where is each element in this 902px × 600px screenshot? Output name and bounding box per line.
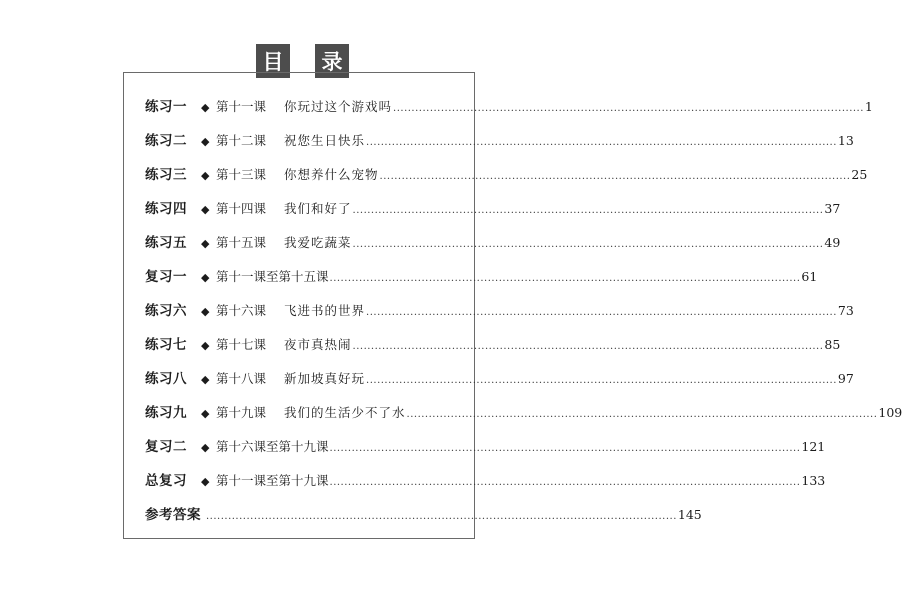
diamond-bullet-icon: ◆: [201, 203, 210, 216]
page-number: 25: [851, 167, 868, 182]
toc-entry[interactable]: [145, 469, 826, 489]
exercise-label: 练习四: [145, 201, 187, 217]
page-number: 49: [824, 235, 841, 250]
toc-entry[interactable]: [145, 163, 868, 183]
diamond-bullet-icon: ◆: [201, 339, 210, 352]
diamond-bullet-icon: ◆: [201, 373, 210, 386]
page-number: 1: [864, 99, 873, 114]
dot-leader: ................................................................................................................................: [352, 205, 824, 216]
toc-entry[interactable]: [145, 401, 902, 421]
exercise-label: 练习一: [145, 99, 187, 115]
lesson-number: 第十五课: [216, 235, 267, 250]
exercise-label: 复习一: [145, 269, 187, 285]
dot-leader: ................................................................................................................................: [329, 273, 801, 284]
lesson-topic: 你想养什么宠物: [284, 167, 379, 182]
exercise-label: 练习八: [145, 371, 187, 387]
page-number: 37: [824, 201, 841, 216]
toc-entry[interactable]: [145, 95, 873, 115]
toc-entry[interactable]: [145, 129, 854, 149]
lesson-number: 第十七课: [216, 337, 267, 352]
exercise-label: 练习五: [145, 235, 187, 251]
exercise-label: 练习九: [145, 405, 187, 421]
lesson-number: 第十九课: [216, 405, 267, 420]
toc-entry[interactable]: [145, 333, 841, 353]
page-number: 145: [677, 507, 702, 522]
dot-leader: ................................................................................................................................: [206, 511, 677, 522]
exercise-label: 练习七: [145, 337, 187, 353]
toc-entry[interactable]: [145, 367, 854, 387]
toc-entry[interactable]: [145, 197, 841, 217]
diamond-bullet-icon: ◆: [201, 135, 210, 148]
diamond-bullet-icon: ◆: [201, 237, 210, 250]
diamond-bullet-icon: ◆: [201, 169, 210, 182]
dot-leader: ................................................................................................................................: [406, 409, 878, 420]
page-number: 121: [801, 439, 826, 454]
diamond-bullet-icon: ◆: [201, 271, 210, 284]
lesson-number: 第十一课至第十五课: [216, 269, 329, 284]
toc-entry-answers[interactable]: [145, 503, 702, 523]
exercise-label: 练习六: [145, 303, 187, 319]
toc-entry[interactable]: [145, 299, 854, 319]
lesson-number: 第十四课: [216, 201, 267, 216]
lesson-topic: 夜市真热闹: [284, 337, 352, 352]
diamond-bullet-icon: ◆: [201, 441, 210, 454]
toc-entry[interactable]: [145, 435, 826, 455]
lesson-number: 第十八课: [216, 371, 267, 386]
title-char-box: 录: [315, 44, 349, 78]
lesson-number: 第十六课: [216, 303, 267, 318]
dot-leader: ................................................................................................................................: [329, 443, 801, 454]
lesson-topic: 我们和好了: [284, 201, 352, 216]
lesson-number: 第十一课至第十九课: [216, 473, 329, 488]
exercise-label: 练习二: [145, 133, 187, 149]
page-number: 13: [837, 133, 854, 148]
toc-entry[interactable]: [145, 231, 841, 251]
dot-leader: ................................................................................................................................: [352, 341, 824, 352]
page-number: 73: [837, 303, 854, 318]
diamond-bullet-icon: ◆: [201, 407, 210, 420]
dot-leader: ................................................................................................................................: [329, 477, 801, 488]
exercise-label: 练习三: [145, 167, 187, 183]
page-number: 97: [837, 371, 854, 386]
title-char-box: 目: [256, 44, 290, 78]
lesson-topic: 飞进书的世界: [284, 303, 366, 318]
lesson-topic: 我爱吃蔬菜: [284, 235, 352, 250]
dot-leader: ................................................................................................................................: [379, 171, 851, 182]
lesson-number: 第十一课: [216, 99, 267, 114]
lesson-topic: 新加坡真好玩: [284, 371, 366, 386]
dot-leader: ................................................................................................................................: [352, 239, 824, 250]
diamond-bullet-icon: ◆: [201, 475, 210, 488]
lesson-topic: 你玩过这个游戏吗: [284, 99, 393, 114]
page-number: 109: [878, 405, 902, 420]
exercise-label: 复习二: [145, 439, 187, 455]
lesson-topic: 祝您生日快乐: [284, 133, 366, 148]
page-number: 133: [801, 473, 826, 488]
dot-leader: ................................................................................................................................: [393, 103, 864, 114]
exercise-label: 总复习: [145, 473, 187, 489]
dot-leader: ................................................................................................................................: [366, 307, 837, 318]
diamond-bullet-icon: ◆: [201, 305, 210, 318]
page-number: 85: [824, 337, 841, 352]
answers-label: 参考答案: [145, 507, 201, 523]
lesson-number: 第十三课: [216, 167, 267, 182]
dot-leader: ................................................................................................................................: [366, 137, 837, 148]
dot-leader: ................................................................................................................................: [366, 375, 837, 386]
lesson-number: 第十六课至第十九课: [216, 439, 329, 454]
page-number: 61: [801, 269, 818, 284]
toc-entry[interactable]: [145, 265, 818, 285]
lesson-topic: 我们的生活少不了水: [284, 405, 406, 420]
lesson-number: 第十二课: [216, 133, 267, 148]
diamond-bullet-icon: ◆: [201, 101, 210, 114]
